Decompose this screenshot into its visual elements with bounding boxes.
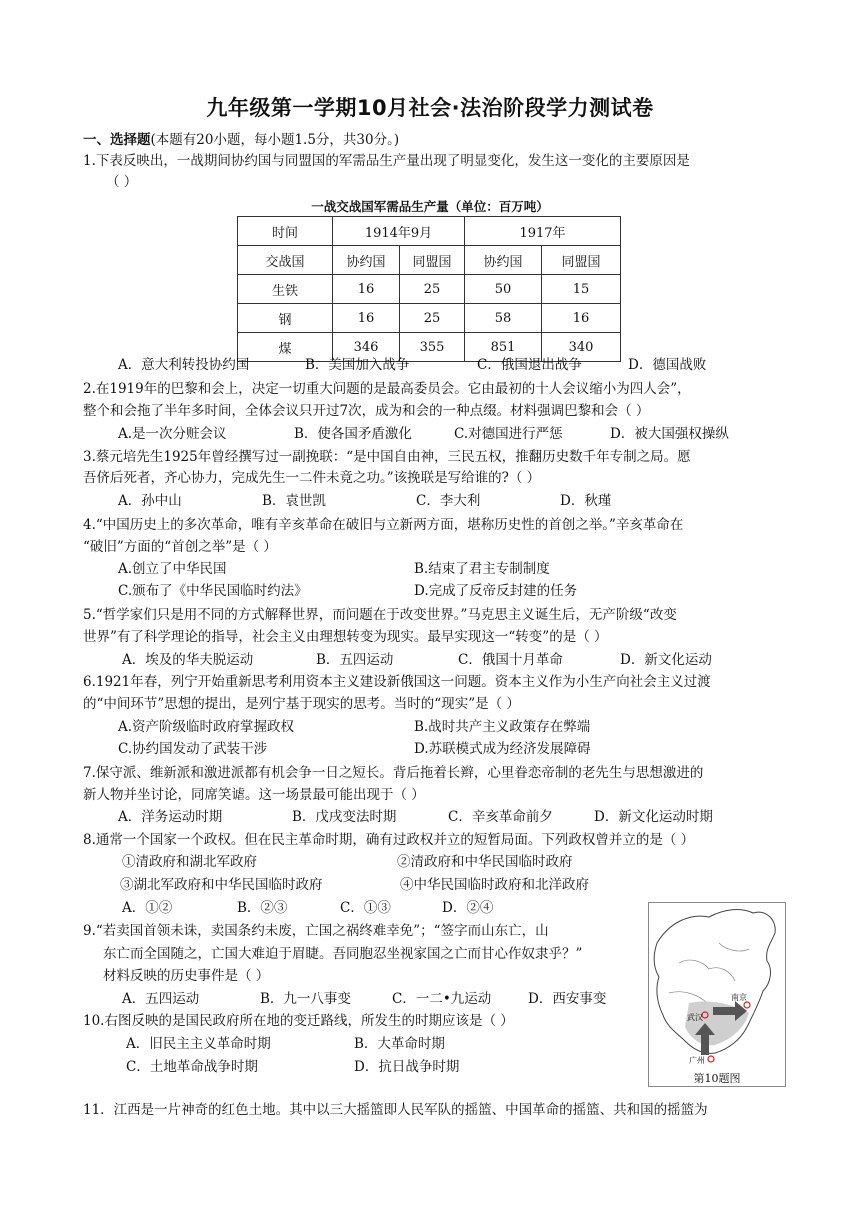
q10-option-c: C．土地革命战争时期 <box>126 1059 258 1075</box>
q2-option-b: B．使各国矛盾激化 <box>294 426 412 442</box>
table-cell: 58 <box>465 304 542 333</box>
q4-stem-2: “破旧”方面的“首创之举”是（ ） <box>83 539 277 555</box>
q5-option-d: D．新文化运动 <box>620 652 712 668</box>
table-header-central: 同盟国 <box>400 246 465 275</box>
q11-stem: 11．江西是一片神奇的红色土地。其中以三大摇篮即人民军队的摇篮、中国革命的摇篮、共和国的摇篮为 <box>83 1102 708 1118</box>
q9-stem-1: 9.“若卖国首领未诛，卖国条约未废，亡国之祸终难幸免”；“签字而山东亡，山 <box>83 923 549 939</box>
q8-item-4: ④中华民国临时政府和北洋政府 <box>400 877 589 893</box>
map-label-wuhan: 武汉 <box>687 1013 703 1022</box>
q10-option-a: A．旧民主主义革命时期 <box>126 1036 271 1052</box>
map-label-nanjing: 南京 <box>731 993 747 1002</box>
q5-stem-1: 5.“哲学家们只是用不同的方式解释世界，而问题在于改变世界。”马克思主义诞生后，无产阶级“改变 <box>83 607 677 623</box>
q6-stem-1: 6.1921年春，列宁开始重新思考利用资本主义建设新俄国这一问题。资本主义作为小生产向社会主义过渡 <box>83 674 711 690</box>
q4-option-c: C.颁布了《中华民国临时约法》 <box>118 583 308 599</box>
q7-option-b: B．戊戌变法时期 <box>292 809 397 825</box>
q2-stem-2: 整个和会拖了半年多时间，全体会议只开过7次，成为和会的一种点缀。材料强调巴黎和会（ ） <box>83 403 650 419</box>
table-cell: 50 <box>465 275 542 304</box>
table-cell: 15 <box>542 275 621 304</box>
q8-item-3: ③湖北军政府和中华民国临时政府 <box>120 877 323 893</box>
q10-map-figure <box>648 902 786 1087</box>
q5-stem-2: 世界”有了科学理论的指导，社会主义由理想转变为现实。最早实现这一“转变”的是（ ） <box>83 629 608 645</box>
exam-title: 九年级第一学期10月社会·法治阶段学力测试卷 <box>206 96 654 120</box>
q10-stem: 10.右图反映的是国民政府所在地的变迁路线，所发生的时期应该是（ ） <box>83 1013 514 1029</box>
china-map <box>649 903 785 1071</box>
q8-option-c: C．①③ <box>340 900 391 916</box>
q1-table <box>237 216 621 362</box>
q1-blank: （ ） <box>106 174 138 190</box>
table-cell: 355 <box>400 333 465 362</box>
q1-stem: 1.下表反映出，一战期间协约国与同盟国的军需品生产量出现了明显变化，发生这一变化的主要原因是 <box>83 153 690 169</box>
q6-stem-2: 的“中间环节”思想的提出，是列宁基于现实的思考。当时的“现实”是（ ） <box>83 696 520 712</box>
q7-option-a: A．洋务运动时期 <box>118 809 223 825</box>
q8-stem: 8.通常一个国家一个政权。但在民主革命时期，确有过政权并立的短暂局面。下列政权曾并立的是（ ） <box>83 832 695 848</box>
q3-stem-2: 吾侪后死者，齐心协力，完成先生一二件未竟之功。”该挽联是写给谁的?（ ） <box>83 470 541 486</box>
table-cell: 25 <box>400 304 465 333</box>
map-label-guangzhou: 广州 <box>689 1056 705 1065</box>
q5-option-a: A．埃及的华夫脱运动 <box>122 652 254 668</box>
q8-item-1: ①清政府和湖北军政府 <box>122 854 257 870</box>
table-cell: 16 <box>333 304 400 333</box>
q10-option-b: B．大革命时期 <box>354 1036 445 1052</box>
q3-option-c: C．李大利 <box>416 493 481 509</box>
q2-option-a: A.是一次分赃会议 <box>118 426 227 442</box>
arrow-wuhan-nanjing <box>713 1007 735 1015</box>
row-label: 钢 <box>238 304 333 333</box>
q8-option-a: A．①② <box>122 900 173 916</box>
table-cell: 851 <box>465 333 542 362</box>
table-cell: 16 <box>542 304 621 333</box>
city-marker-guangzhou <box>708 1056 714 1062</box>
city-marker-nanjing <box>744 1002 750 1008</box>
q1-option-c: C．俄国退出战争 <box>477 357 582 373</box>
q8-item-2: ②清政府和中华民国临时政府 <box>397 854 573 870</box>
q10-option-d: D．抗日战争时期 <box>354 1059 460 1075</box>
q1-option-a: A．意大利转投协约国 <box>118 357 250 373</box>
q3-stem-1: 3.蔡元培先生1925年曾经撰写过一副挽联：“是中国自由神，三民五权，推翻历史数千年专制之局。愿 <box>83 449 691 465</box>
row-label: 煤 <box>238 333 333 362</box>
row-label: 生铁 <box>238 275 333 304</box>
q4-option-a: A.创立了中华民国 <box>118 561 227 577</box>
q9-option-d: D．西安事变 <box>528 991 607 1007</box>
table-header-central: 同盟国 <box>542 246 621 275</box>
q9-stem-2: 东亡而全国随之，亡国大难迫于眉睫。吾同胞忍坐视家国之亡而甘心作奴隶乎？” <box>103 946 583 962</box>
q7-stem-1: 7.保守派、维新派和激进派都有机会争一日之短长。背后拖着长辫，心里眷恋帝制的老先生与思想激进的 <box>83 765 704 781</box>
table-header-1914: 1914年9月 <box>333 217 465 246</box>
q2-stem-1: 2.在1919年的巴黎和会上，决定一切重大问题的是最高委员会。它由最初的十人会议缩小为四人会”， <box>83 381 691 397</box>
q1-table-caption: 一战交战国军需品生产量（单位：百万吨） <box>311 199 549 214</box>
table-cell: 16 <box>333 275 400 304</box>
q1-option-b: B．美国加入战争 <box>305 357 410 373</box>
q9-stem-3: 材料反映的历史事件是（ ） <box>103 968 270 984</box>
q6-option-d: D.苏联模式成为经济发展障碍 <box>414 741 591 757</box>
table-row <box>238 275 621 304</box>
section-title: 一、选择题 <box>83 132 151 148</box>
q4-option-b: B.结束了君主专制制度 <box>414 561 550 577</box>
q6-option-a: A.资产阶级临时政府掌握政权 <box>118 719 295 735</box>
table-header-entente: 协约国 <box>333 246 400 275</box>
q1-option-d: D．德国战败 <box>628 357 707 373</box>
q5-option-b: B．五四运动 <box>316 652 394 668</box>
q8-option-d: D．②④ <box>442 900 494 916</box>
q7-stem-2: 新人物并坐讨论，同席笑谑。这一场景最可能出现于（ ） <box>83 787 425 803</box>
q2-option-c: C.对德国进行严惩 <box>454 426 563 442</box>
q3-option-b: B．袁世凯 <box>262 493 326 509</box>
q9-option-a: A．五四运动 <box>122 991 200 1007</box>
q9-option-b: B．九一八事变 <box>260 991 351 1007</box>
table-header-1917: 1917年 <box>465 217 621 246</box>
table-row <box>238 304 621 333</box>
arrow-guangzhou-wuhan <box>701 1035 709 1055</box>
table-header-entente: 协约国 <box>465 246 542 275</box>
q9-option-c: C．一二•九运动 <box>392 991 492 1007</box>
q4-option-d: D.完成了反帝反封建的任务 <box>414 583 578 599</box>
q6-option-b: B.战时共产主义政策存在弊端 <box>414 719 591 735</box>
table-cell: 25 <box>400 275 465 304</box>
q2-option-d: D．被大国强权操纵 <box>610 426 729 442</box>
table-header-time: 时间 <box>238 217 333 246</box>
section-note: (本题有20小题，每小题1.5分，共30分。) <box>150 132 400 148</box>
q6-option-c: C.协约国发动了武装干涉 <box>118 741 268 757</box>
q7-option-c: C．辛亥革命前夕 <box>448 809 553 825</box>
q8-option-b: B．②③ <box>237 900 288 916</box>
table-cell: 340 <box>542 333 621 362</box>
q5-option-c: C．俄国十月革命 <box>458 652 563 668</box>
section-heading <box>83 130 399 150</box>
table-header-country: 交战国 <box>238 246 333 275</box>
map-caption: 第10题图 <box>649 1070 785 1086</box>
table-cell: 346 <box>333 333 400 362</box>
q7-option-d: D．新文化运动时期 <box>594 809 713 825</box>
q4-stem-1: 4.“中国历史上的多次革命，唯有辛亥革命在破旧与立新两方面，堪称历史性的首创之举。”辛亥革命在 <box>83 517 684 533</box>
q3-option-d: D．秋瑾 <box>560 493 612 509</box>
q3-option-a: A．孙中山 <box>118 493 182 509</box>
